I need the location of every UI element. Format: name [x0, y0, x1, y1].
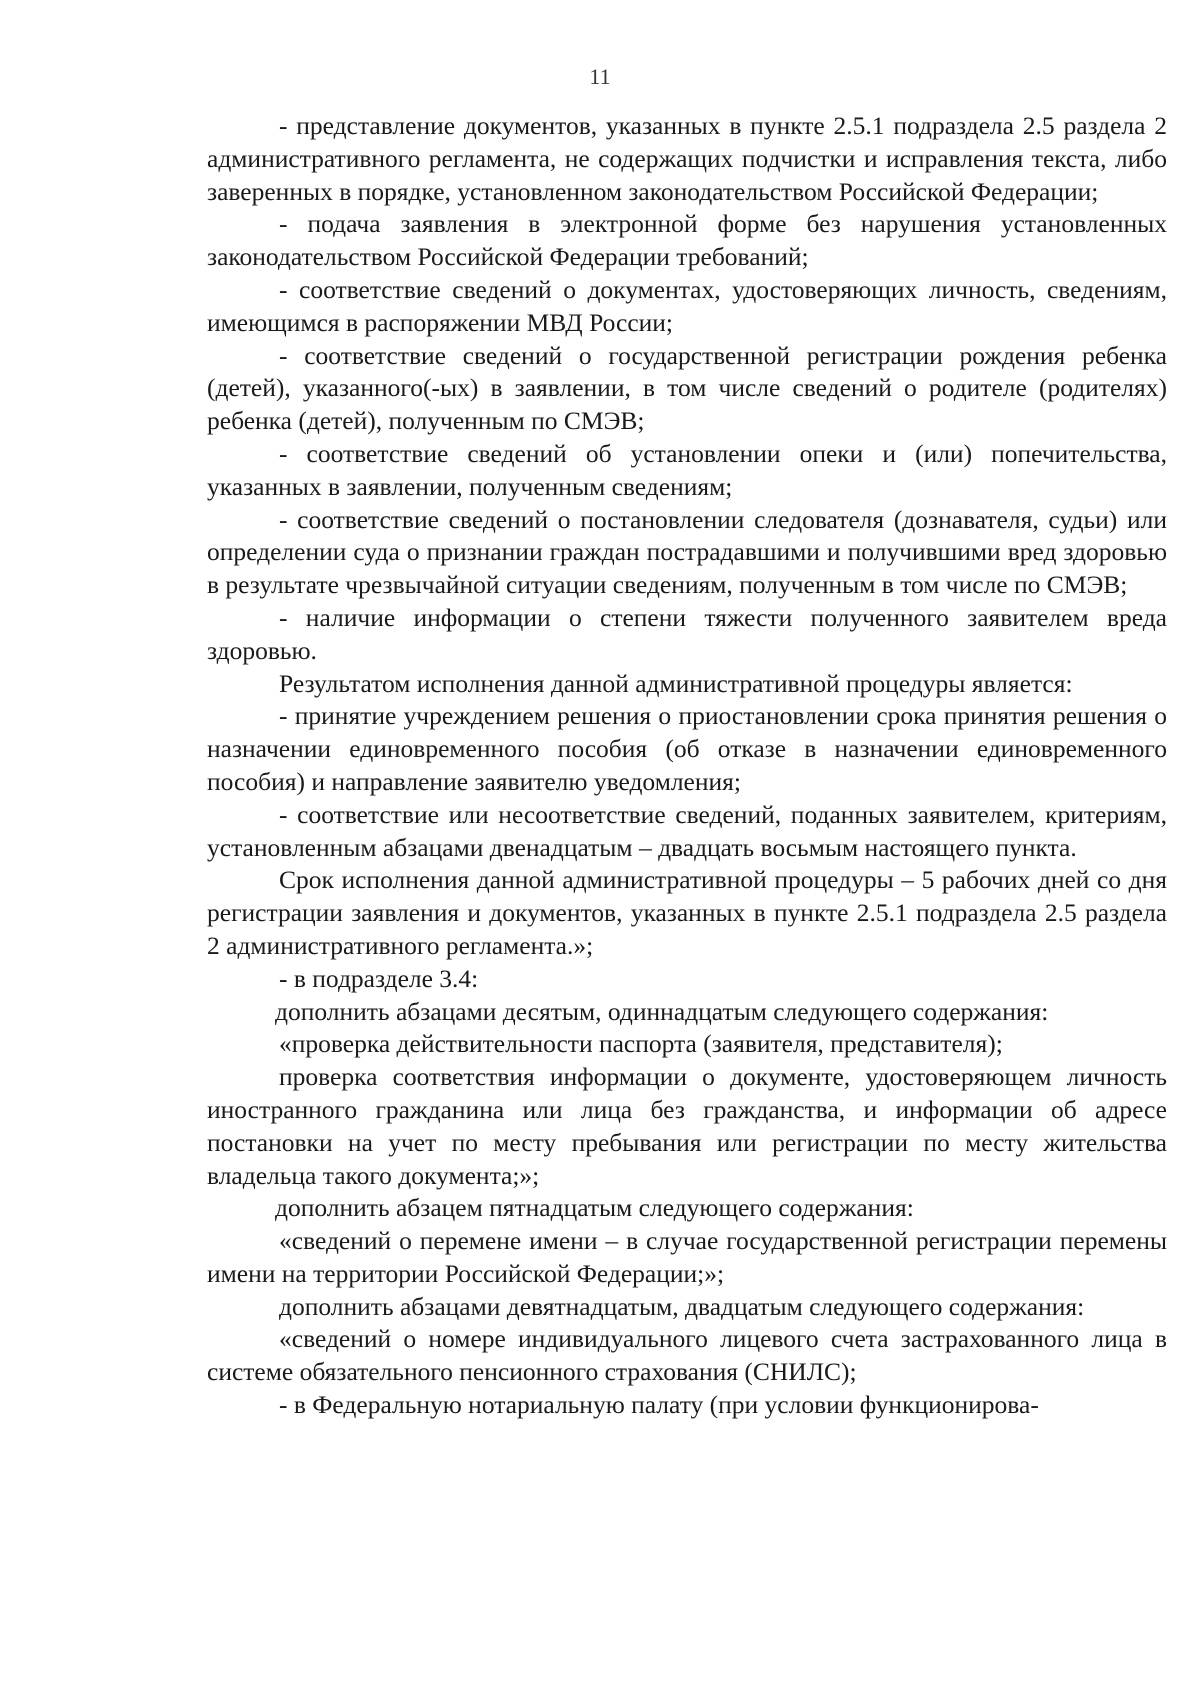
paragraph: - соответствие или несоответствие сведений, поданных заявителем, критериям, установленным абзацами двенадцатым – двадцать восьмым настоящего пункта. [207, 799, 1167, 862]
paragraph: Срок исполнения данной административной процедуры – 5 рабочих дней со дня регистрации заявления и документов, указанных в пункте 2.5.1 подраздела 2.5 раздела 2 административного регламента.»; [207, 865, 1167, 960]
paragraph: - подача заявления в электронной форме без нарушения установленных законодательством Российской Федерации требований; [207, 209, 1167, 272]
paragraph: - соответствие сведений о государственной регистрации рождения ребенка (детей), указанного(-ых) в заявлении, в том числе сведений о родителе (родителях) ребенка (детей), полученным по СМЭВ; [207, 340, 1167, 436]
paragraph: дополнить абзацами девятнадцатым, двадцатым следующего содержания: [279, 1291, 1085, 1321]
paragraph: - представление документов, указанных в пункте 2.5.1 подраздела 2.5 раздела 2 административного регламента, не содержащих подчистки и исправления текста, либо заверенных в порядке, установленном законодательством Российской Федерации; [207, 111, 1167, 206]
paragraph: проверка соответствия информации о документе, удостоверяющем личность иностранного гражданина или лица без гражданства, и информации об адресе постановки на учет по месту пребывания или регистрации по месту жительства владельца такого документа;»; [207, 1062, 1167, 1190]
paragraph: - наличие информации о степени тяжести полученного заявителем вреда здоровью. [207, 602, 1167, 665]
paragraph: «проверка действительности паспорта (заявителя, представителя); [279, 1029, 1003, 1059]
paragraph: - соответствие сведений о постановлении следователя (дознавателя, судьи) или определении суда о признании граждан пострадавшими и получившими вред здоровью в результате чрезвычайной ситуации сведениям, полученным в том числе по СМЭВ; [207, 504, 1167, 600]
paragraph: «сведений о перемене имени – в случае государственной регистрации перемены имени на территории Российской Федерации;»; [207, 1226, 1167, 1288]
paragraph: дополнить абзацем пятнадцатым следующего содержания: [275, 1193, 914, 1223]
page-number: 11 [589, 64, 611, 89]
paragraph: «сведений о номере индивидуального лицевого счета застрахованного лица в системе обязательного пенсионного страхования (СНИЛС); [207, 1324, 1167, 1387]
paragraph: - в Федеральную нотариальную палату (при условии функционирова- [279, 1390, 1039, 1420]
paragraph: - в подразделе 3.4: [279, 963, 479, 993]
paragraph: - соответствие сведений о документах, удостоверяющих личность, сведениям, имеющимся в распоряжении МВД России; [207, 274, 1167, 337]
paragraph: Результатом исполнения данной административной процедуры является: [279, 668, 1073, 698]
paragraph: дополнить абзацами десятым, одиннадцатым следующего содержания: [275, 996, 1049, 1026]
paragraph: - принятие учреждением решения о приостановлении срока принятия решения о назначении единовременного пособия (об отказе в назначении единовременного пособия) и направление заявителю уведомления; [207, 701, 1167, 796]
document-body [207, 110, 1167, 1422]
paragraph: - соответствие сведений об установлении опеки и (или) попечительства, указанных в заявлении, полученным сведениям; [207, 438, 1167, 501]
